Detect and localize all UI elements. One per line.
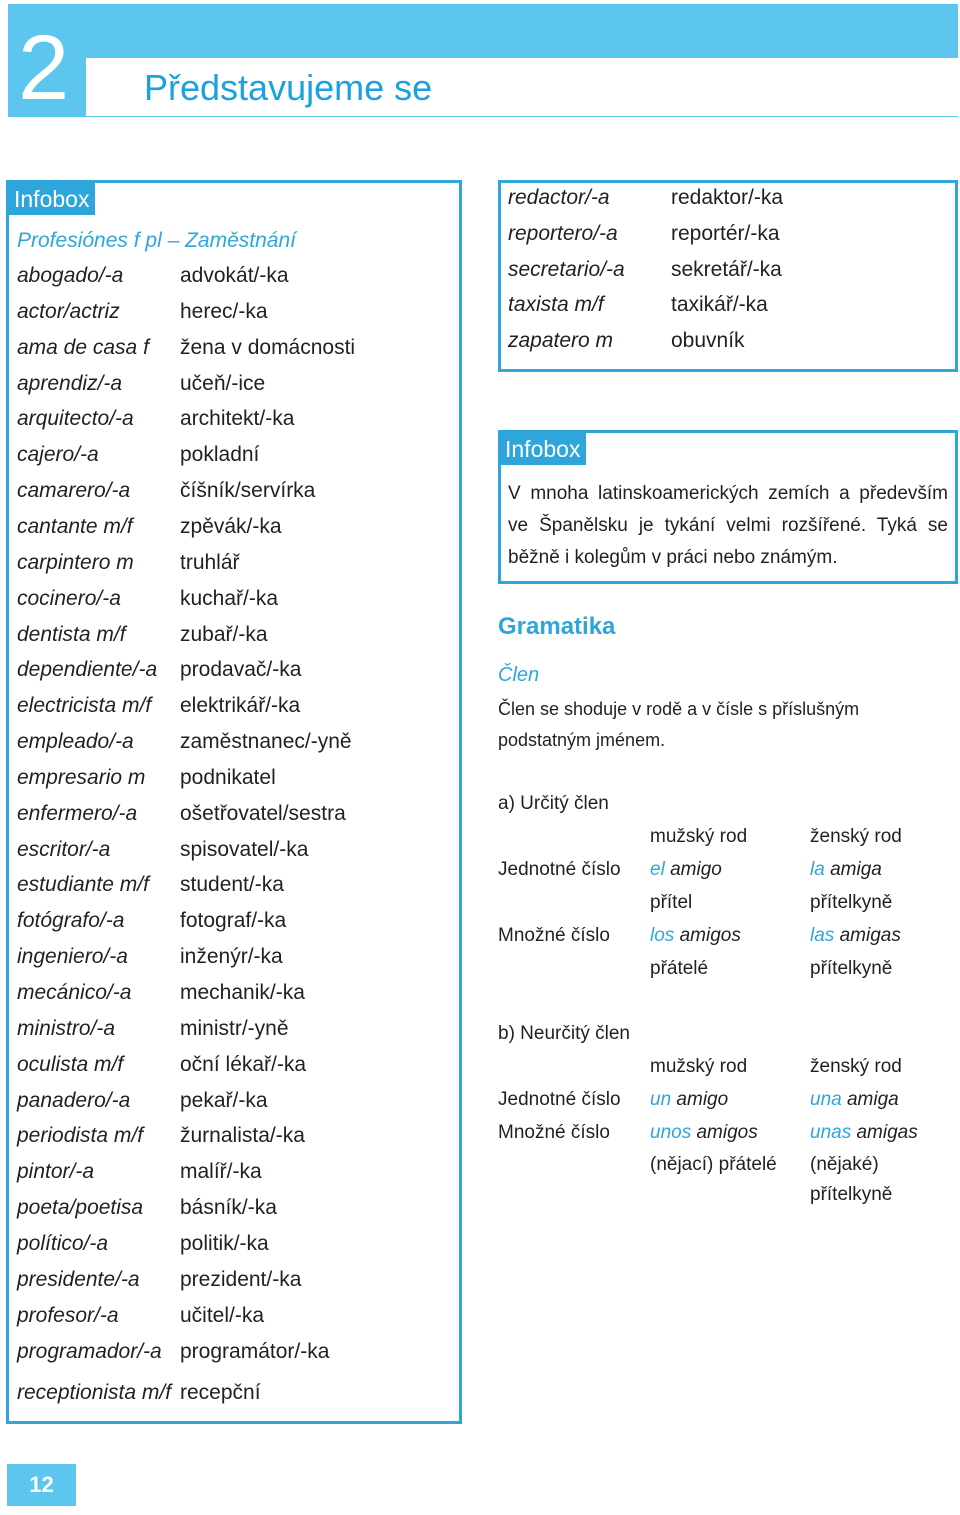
plural-label: Množné číslo (498, 925, 610, 946)
czech-term: pokladní (180, 443, 260, 467)
spanish-term: camarero/-a (17, 479, 131, 503)
czech-term: ministr/-yně (180, 1016, 289, 1040)
czech-term: zubař/-ka (180, 622, 268, 646)
infobox-text: V mnoha latinskoamerických zemích a především ve Španělsku je tykání velmi rozšířené. Tyká se běžně i kolegům v práci nebo známým. (508, 483, 948, 568)
spanish-term: político/-a (17, 1231, 109, 1255)
spanish-term: receptionista m/f (17, 1381, 172, 1405)
czech-term: pekař/-ka (180, 1088, 268, 1112)
czech-term: elektrikář/-ka (180, 694, 301, 718)
definite-article-title: a) Určitý člen (498, 793, 609, 814)
spanish-term: panadero/-a (17, 1088, 131, 1112)
spanish-term: ingeniero/-a (17, 945, 128, 969)
spanish-term: profesor/-a (17, 1303, 119, 1327)
definite-sg-masc-translation: přítel (650, 892, 693, 913)
czech-term: zpěvák/-ka (180, 514, 282, 538)
czech-term: programátor/-ka (180, 1339, 330, 1363)
infobox-label: Infobox (8, 183, 95, 215)
definite-pl-fem: las amigas (810, 925, 901, 946)
czech-term: žurnalista/-ka (180, 1124, 305, 1148)
czech-term: číšník/servírka (180, 479, 316, 503)
czech-term: ošetřovatel/sestra (180, 801, 346, 825)
spanish-term: dependiente/-a (17, 658, 158, 682)
czech-term: herec/-ka (180, 299, 268, 323)
spanish-term: programador/-a (17, 1339, 162, 1363)
spanish-term: zapatero m (508, 329, 614, 353)
czech-term: taxikář/-ka (671, 293, 768, 317)
spanish-term: taxista m/f (508, 293, 604, 317)
spanish-term: empresario m (17, 765, 146, 789)
spanish-term: estudiante m/f (17, 873, 149, 897)
spanish-term: cocinero/-a (17, 586, 121, 610)
professions-heading: Profesiónes f pl – Zaměstnání (17, 229, 296, 252)
spanish-term: cantante m/f (17, 514, 133, 538)
spanish-term: carpintero m (17, 550, 134, 574)
indefinite-sg-fem: una amiga (810, 1089, 899, 1110)
spanish-term: arquitecto/-a (17, 407, 134, 431)
spanish-term: electricista m/f (17, 694, 152, 718)
czech-term: oční lékař/-ka (180, 1052, 307, 1076)
czech-term: architekt/-ka (180, 407, 295, 431)
definite-pl-masc-translation: přátelé (650, 958, 709, 979)
indefinite-article-title: b) Neurčitý člen (498, 1023, 630, 1044)
spanish-term: reportero/-a (508, 221, 618, 245)
definite-sg-masc: el amigo (650, 859, 722, 880)
czech-term: redaktor/-ka (671, 186, 784, 209)
column-masculine: mužský rod (650, 1056, 748, 1077)
spanish-term: empleado/-a (17, 730, 134, 754)
spanish-term: enfermero/-a (17, 801, 138, 825)
spanish-term: secretario/-a (508, 257, 625, 281)
article-subheading: Člen (498, 664, 540, 686)
spanish-term: cajero/-a (17, 443, 99, 467)
czech-term: básník/-ka (180, 1196, 277, 1220)
czech-term: podnikatel (180, 765, 276, 789)
page-number: 12 (29, 1472, 54, 1497)
plural-label: Množné číslo (498, 1122, 610, 1143)
czech-term: politik/-ka (180, 1231, 269, 1255)
spanish-term: ama de casa f (17, 335, 149, 359)
czech-term: fotograf/-ka (180, 909, 287, 933)
czech-term: žena v domácnosti (180, 335, 356, 359)
czech-term: truhlář (180, 550, 240, 574)
grammar-heading: Gramatika (498, 613, 616, 640)
czech-term: prodavač/-ka (180, 658, 302, 682)
spanish-term: aprendiz/-a (17, 371, 123, 395)
spanish-term: mecánico/-a (17, 981, 132, 1004)
chapter-number: 2 (18, 17, 70, 119)
spanish-term: ministro/-a (17, 1016, 116, 1040)
indefinite-pl-masc-translation: (nějací) přátelé (650, 1154, 777, 1175)
spanish-term: escritor/-a (17, 837, 111, 861)
czech-term: recepční (180, 1381, 261, 1405)
indefinite-pl-fem: unas amigas (810, 1122, 918, 1143)
spanish-term: poeta/poetisa (17, 1196, 144, 1220)
czech-term: obuvník (671, 329, 745, 353)
column-feminine: ženský rod (810, 1056, 902, 1077)
spanish-term: presidente/-a (17, 1267, 140, 1291)
spanish-term: abogado/-a (17, 264, 124, 287)
czech-term: učeň/-ice (180, 371, 266, 395)
spanish-term: pintor/-a (17, 1160, 95, 1184)
infobox-label: Infobox (499, 433, 586, 465)
singular-label: Jednotné číslo (498, 1089, 621, 1110)
czech-term: kuchař/-ka (180, 586, 279, 610)
spanish-term: periodista m/f (17, 1124, 144, 1148)
czech-term: student/-ka (180, 873, 284, 897)
czech-term: sekretář/-ka (671, 257, 782, 281)
definite-sg-fem: la amiga (810, 859, 882, 880)
czech-term: spisovatel/-ka (180, 837, 309, 861)
spanish-term: oculista m/f (17, 1052, 124, 1076)
definite-pl-fem-translation: přítelkyně (810, 958, 893, 979)
czech-term: advokát/-ka (180, 264, 289, 287)
spanish-term: redactor/-a (508, 186, 610, 209)
czech-term: prezident/-ka (180, 1267, 302, 1291)
czech-term: zaměstnanec/-yně (180, 730, 352, 754)
definite-pl-masc: los amigos (650, 925, 741, 946)
column-feminine: ženský rod (810, 826, 902, 847)
definite-sg-fem-translation: přítelkyně (810, 892, 893, 913)
indefinite-pl-masc: unos amigos (650, 1122, 758, 1143)
spanish-term: actor/actriz (17, 299, 120, 323)
chapter-title: Představujeme se (144, 67, 433, 108)
czech-term: reportér/-ka (671, 221, 780, 245)
spanish-term: fotógrafo/-a (17, 909, 125, 933)
czech-term: mechanik/-ka (180, 981, 305, 1004)
singular-label: Jednotné číslo (498, 859, 621, 880)
spanish-term: dentista m/f (17, 622, 126, 646)
czech-term: malíř/-ka (180, 1160, 262, 1184)
czech-term: inženýr/-ka (180, 945, 283, 969)
indefinite-pl-fem-translation-2: přítelkyně (810, 1184, 893, 1205)
indefinite-pl-fem-translation-1: (nějaké) (810, 1154, 879, 1175)
czech-term: učitel/-ka (180, 1303, 265, 1327)
column-masculine: mužský rod (650, 826, 748, 847)
indefinite-sg-masc: un amigo (650, 1089, 729, 1110)
article-intro-text: Člen se shoduje v rodě a v čísle s příslušným podstatným jménem. (498, 699, 860, 750)
